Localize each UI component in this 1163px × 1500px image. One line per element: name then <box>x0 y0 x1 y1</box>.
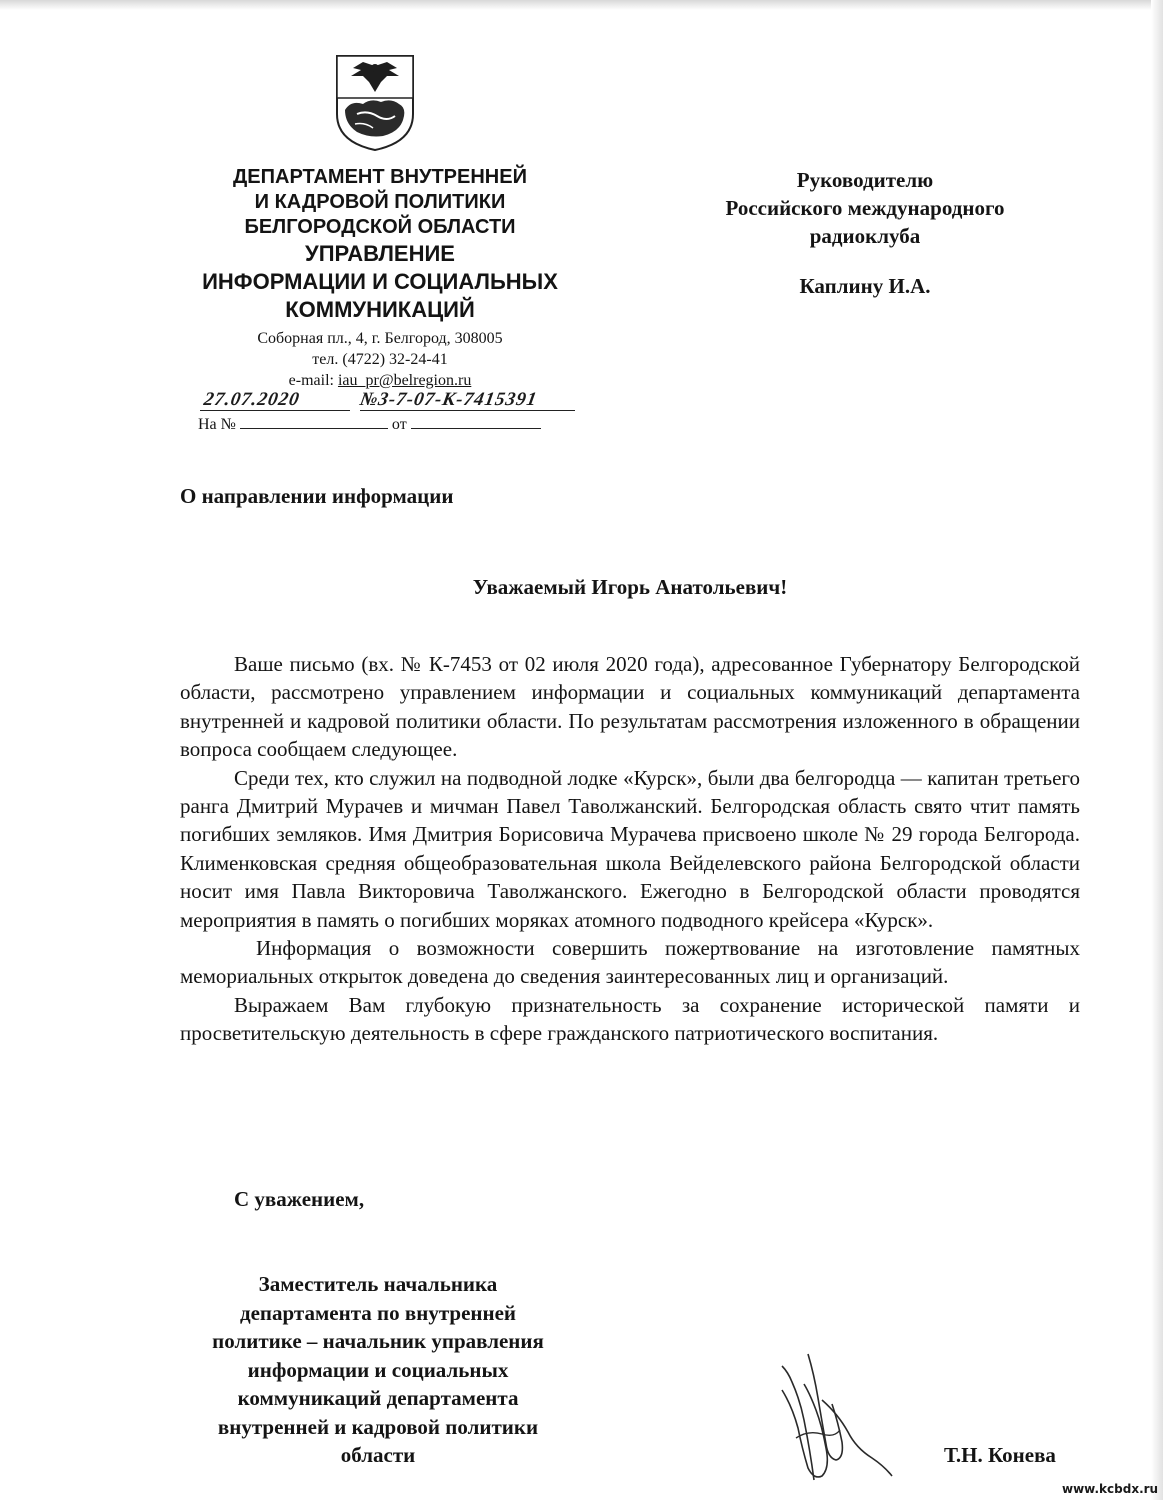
email-link[interactable]: iau_pr@belregion.ru <box>337 372 472 389</box>
addressee-line: Российского международного <box>725 196 1005 220</box>
department-line: УПРАВЛЕНИЕ <box>305 241 455 266</box>
addressee-block <box>690 166 1040 300</box>
body-paragraph: Информация о возможности совершить пожертвование на изготовление памятных мемориальных открыток доведена до сведения заинтересованных лиц и организаций. <box>180 936 1080 989</box>
scan-edge-top <box>0 0 1163 10</box>
letter-body <box>180 650 1080 1048</box>
closing: С уважением, <box>234 1187 365 1211</box>
department-line: И КАДРОВОЙ ПОЛИТИКИ <box>254 191 506 213</box>
coat-of-arms-icon <box>333 52 417 152</box>
reference-date-blank <box>411 414 541 429</box>
number-underline <box>360 410 575 411</box>
letter-subject: О направлении информации <box>180 484 454 508</box>
position-line: Заместитель начальника <box>258 1272 498 1296</box>
registration-line <box>200 389 600 413</box>
email-line <box>180 370 580 391</box>
ot-label: от <box>391 416 407 433</box>
watermark: www.kcbdx.ru <box>1062 1482 1159 1496</box>
na-label: На № <box>198 416 236 433</box>
address-text: Соборная пл., 4, г. Белгород, 308005 <box>257 330 503 347</box>
department-line: БЕЛГОРОДСКОЙ ОБЛАСТИ <box>244 216 516 238</box>
department-line: ИНФОРМАЦИИ И СОЦИАЛЬНЫХ <box>202 269 558 294</box>
registration-number: №3-7-07-К-7415391 <box>358 389 540 410</box>
body-paragraph: Выражаем Вам глубокую признательность за сохранение исторической памяти и просветительскую деятельность в сфере гражданского патриотического воспитания. <box>180 992 1080 1046</box>
reference-line <box>198 414 541 435</box>
addressee-name: Каплину И.А. <box>799 274 931 298</box>
position-line: департамента по внутренней <box>239 1300 517 1325</box>
body-paragraph: Среди тех, кто служил на подводной лодке «Курск», были два белгородца — капитан третьего ранга Дмитрий Мурачев и мичман Павел Таволжанский. Белгородская область свято чтит память погибших земляков. Имя Дмитрия Борисовича Мурачева присвоено школе № 29 города Белгорода. Клименковская средняя общеобразовательная школа Вейделевского района Белгородской области носит имя Павла Викторовича Таволжанского. Ежегодно в Белгородской области проводятся мероприятия в память о погибших моряках атомного подводного крейсера «Курск». <box>180 765 1080 932</box>
position-line: коммуникаций департамента <box>237 1386 519 1410</box>
reference-number-blank <box>240 414 388 429</box>
greeting: Уважаемый Игорь Анатольевич! <box>472 575 788 599</box>
phone-text: тел. (4722) 32-24-41 <box>312 351 448 368</box>
department-line: ДЕПАРТАМЕНТ ВНУТРЕННЕЙ <box>233 166 527 188</box>
department-line: КОММУНИКАЦИЙ <box>285 297 475 322</box>
signatory-position <box>178 1270 578 1470</box>
addressee-line: Руководителю <box>796 168 934 192</box>
date-underline <box>200 410 350 411</box>
position-line: политике – начальник управления <box>212 1329 544 1353</box>
signer-name: Т.Н. Конева <box>944 1443 1056 1467</box>
position-line: области <box>340 1443 416 1467</box>
email-label: e-mail: <box>288 372 338 389</box>
position-line: внутренней и кадровой политики <box>217 1414 539 1439</box>
addressee-line: радиоклуба <box>809 224 921 248</box>
department-name <box>180 165 580 324</box>
handwritten-signature-icon <box>752 1330 902 1490</box>
contacts-block <box>180 328 580 391</box>
registration-date: 27.07.2020 <box>202 389 302 410</box>
body-paragraph: Ваше письмо (вх. № К-7453 от 02 июля 2020 года), адресованное Губернатору Белгородской области, рассмотрено управлением информации и социальных коммуникаций департамента внутренней и кадровой политики области. По результатам рассмотрения изложенного в обращении вопроса сообщаем следующее. <box>180 652 1080 762</box>
scan-edge-right <box>1151 0 1163 1500</box>
position-line: информации и социальных <box>247 1357 509 1382</box>
